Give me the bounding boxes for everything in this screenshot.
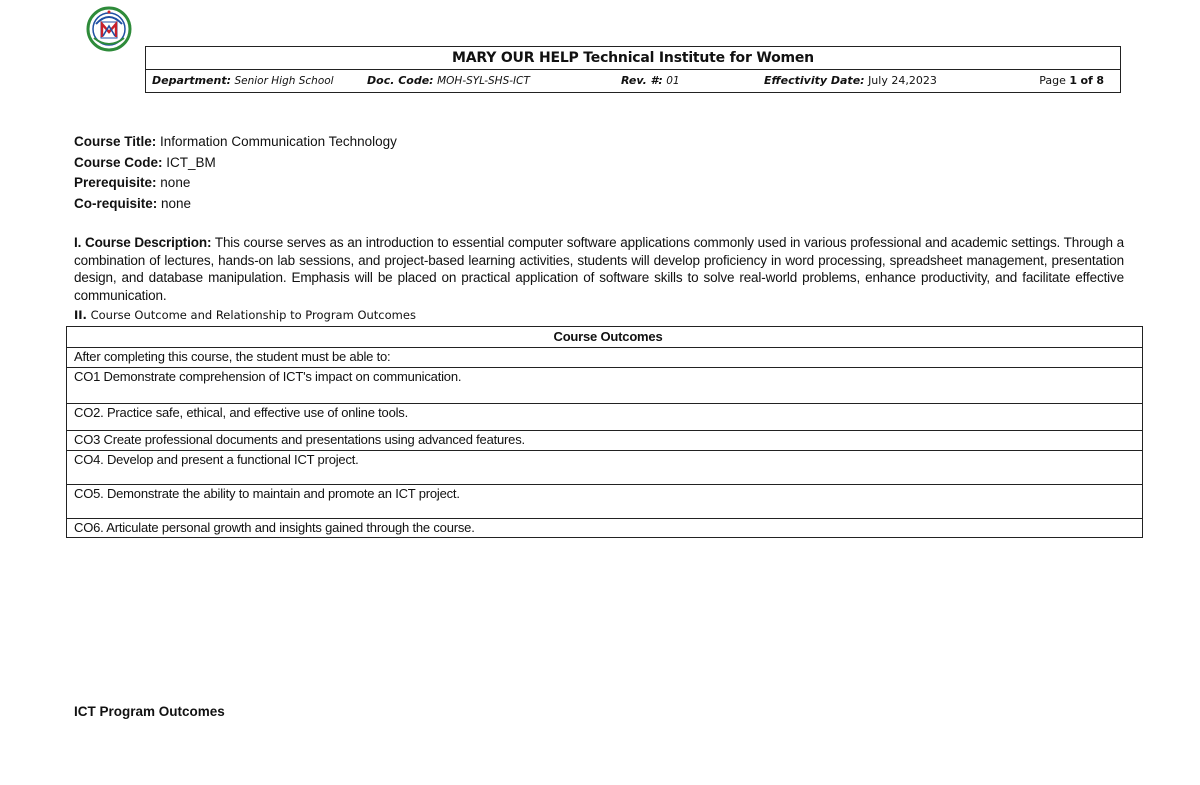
institution-title: MARY OUR HELP Technical Institute for Women	[146, 47, 1120, 70]
table-row: CO3 Create professional documents and presentations using advanced features.	[67, 431, 1143, 451]
corequisite-row	[74, 194, 397, 215]
page-word: Page	[1039, 74, 1066, 87]
course-meta	[74, 132, 397, 214]
doc-code-field	[367, 74, 530, 87]
course-title-value: Information Communication Technology	[160, 134, 397, 149]
effectivity-value: July 24,2023	[868, 74, 937, 87]
effectivity-label: Effectivity Date:	[764, 74, 865, 87]
corequisite-label: Co-requisite:	[74, 195, 158, 211]
course-code-row	[74, 153, 397, 174]
department-value: Senior High School	[234, 75, 334, 87]
course-outcomes-table	[66, 326, 1143, 538]
course-code-label: Course Code:	[74, 154, 163, 170]
outcomes-intro: After completing this course, the student must be able to:	[67, 348, 1143, 368]
prerequisite-row	[74, 173, 397, 194]
effectivity-field	[764, 74, 937, 87]
table-row: CO6. Articulate personal growth and insights gained through the course.	[67, 519, 1143, 538]
doc-code-value: MOH-SYL-SHS-ICT	[437, 75, 530, 87]
page-total: 8	[1096, 74, 1104, 87]
table-row: CO4. Develop and present a functional ICT project.	[67, 451, 1143, 485]
page-current: 1	[1069, 74, 1077, 87]
page-of: of	[1080, 74, 1093, 87]
course-outcomes-header: Course Outcomes	[67, 327, 1143, 348]
revision-field	[621, 74, 680, 87]
prerequisite-value: none	[160, 175, 191, 190]
school-seal-logo	[86, 6, 132, 52]
corequisite-value: none	[161, 195, 192, 211]
course-description	[74, 234, 1124, 304]
document-info-row	[146, 70, 1120, 92]
prerequisite-label: Prerequisite:	[74, 175, 157, 190]
course-description-text: This course serves as an introduction to essential computer software applications commonly used in various professional and academic settings. Through a combination of lectures, hands-on lab sessions, and project-based learning activities, students will develop proficiency in word processing, spreadsheet management, presentation design, and database manipulation. Emphasis will be placed on practical application of software skills to solve real-world problems, enhance productivity, and facilitate effective communication.	[74, 235, 1125, 303]
table-row: CO1 Demonstrate comprehension of ICT's impact on communication.	[67, 368, 1143, 404]
revision-value: 01	[666, 75, 680, 87]
revision-label: Rev. #:	[621, 74, 663, 87]
table-row: CO2. Practice safe, ethical, and effective use of online tools.	[67, 404, 1143, 431]
section-number: II.	[74, 308, 87, 322]
program-outcomes-heading: ICT Program Outcomes	[74, 704, 225, 719]
doc-code-label: Doc. Code:	[367, 74, 434, 87]
section-title: Course Outcome and Relationship to Program Outcomes	[90, 308, 416, 322]
course-description-label: I. Course Description:	[74, 235, 212, 250]
document-header	[145, 46, 1121, 93]
course-title-row	[74, 132, 397, 153]
page-indicator	[1039, 74, 1104, 87]
course-title-label: Course Title:	[74, 134, 157, 149]
table-row: CO5. Demonstrate the ability to maintain and promote an ICT project.	[67, 485, 1143, 519]
department-label: Department:	[152, 74, 231, 87]
department-field	[152, 74, 334, 87]
course-code-value: ICT_BM	[166, 154, 216, 170]
section-heading-outcomes	[74, 308, 416, 322]
